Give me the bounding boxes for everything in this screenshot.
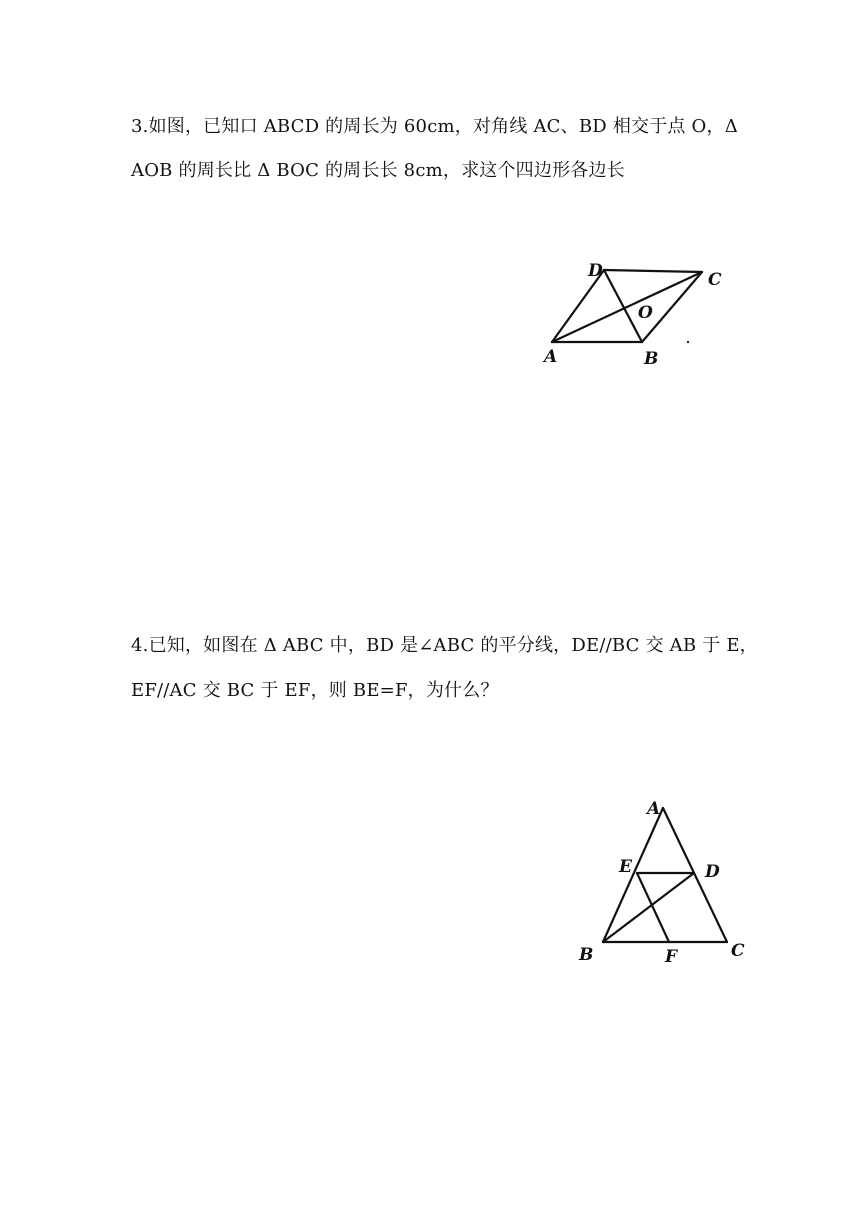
label-B: B: [644, 349, 659, 369]
label-B: B: [579, 945, 594, 965]
label-F: F: [665, 947, 678, 967]
label-A: A: [544, 347, 558, 367]
parallelogram-figure: [530, 250, 740, 380]
label-D: D: [588, 261, 603, 281]
label-D: D: [705, 862, 720, 882]
segment-EF: [637, 873, 669, 942]
diagonal-BD: [604, 270, 642, 342]
stray-dot: [687, 341, 689, 343]
label-C: C: [708, 270, 722, 290]
label-C: C: [731, 941, 745, 961]
label-O: O: [638, 303, 653, 323]
problem-4-text-line-1: 4.已知，如图在 Δ ABC 中，BD 是∠ABC 的平分线，DE//BC 交 AB 于 E，: [131, 635, 758, 656]
label-E: E: [619, 857, 632, 877]
problem-4-text-line-2: EF//AC 交 BC 于 EF，则 BE=F，为什么？: [131, 680, 499, 701]
diagonal-AC: [552, 272, 702, 342]
side-CD: [604, 270, 702, 272]
side-AB: [603, 808, 663, 942]
triangle-figure: [565, 790, 765, 975]
problem-3-text-line-1: 3.如图，已知口 ABCD 的周长为 60cm，对角线 AC、BD 相交于点 O，Δ: [131, 116, 738, 137]
label-A: A: [647, 799, 661, 819]
problem-3-text-line-2: AOB 的周长比 Δ BOC 的周长长 8cm，求这个四边形各边长: [131, 160, 625, 181]
segment-BD: [603, 873, 694, 942]
